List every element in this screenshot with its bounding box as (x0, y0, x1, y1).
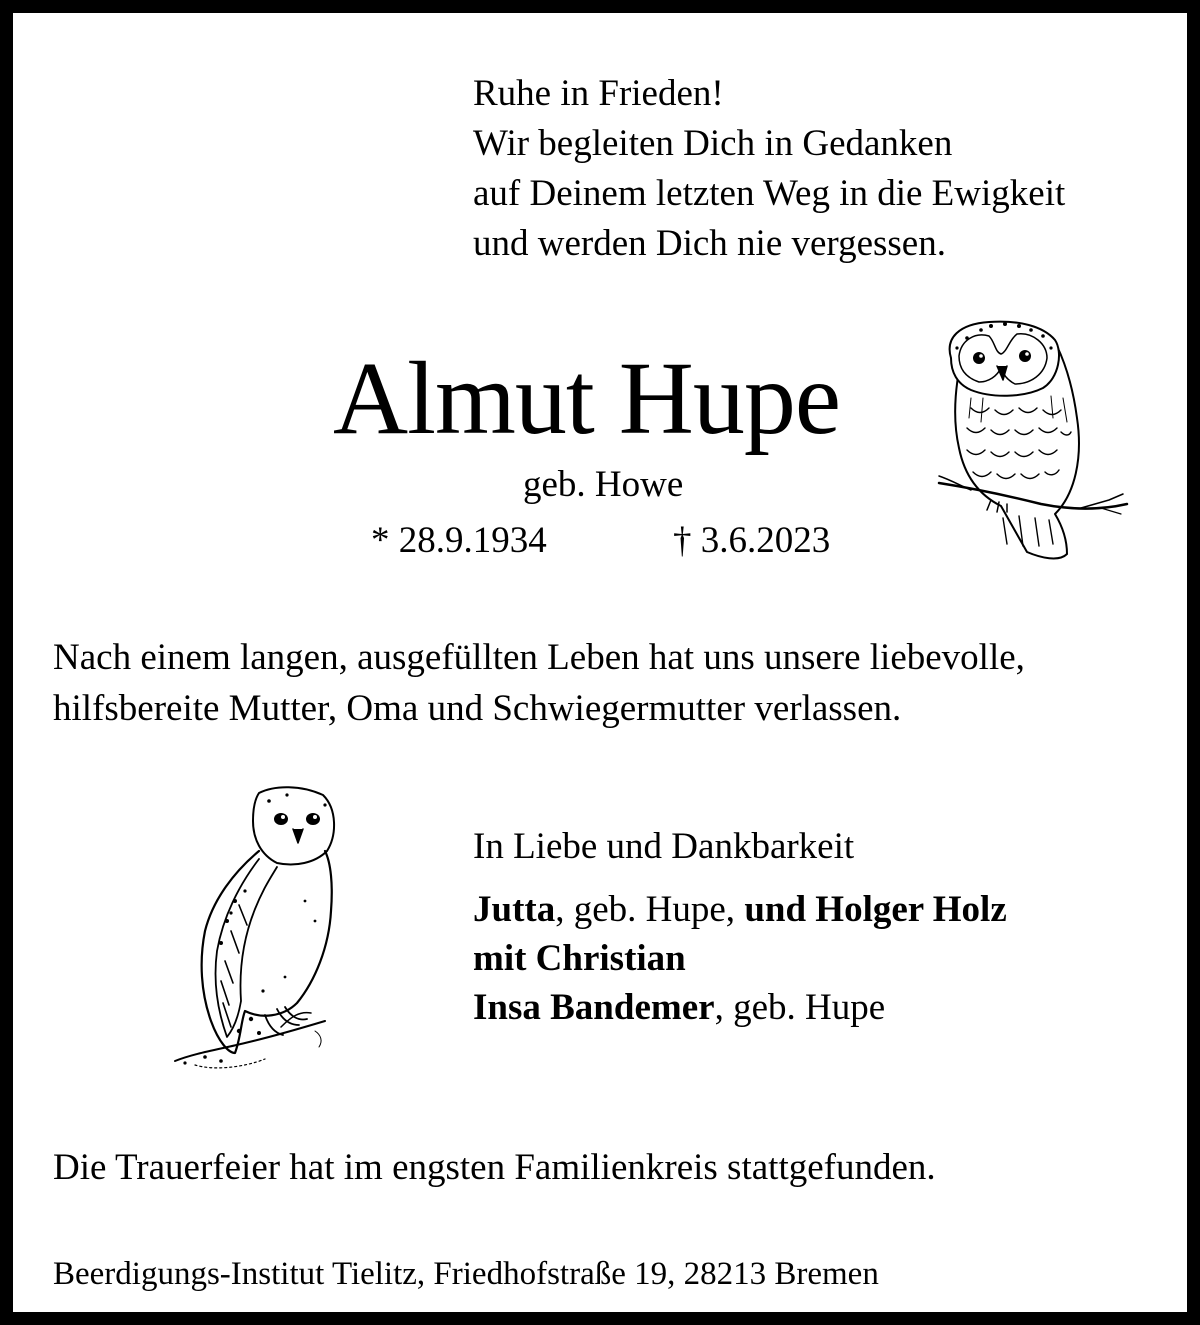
message-line: Nach einem langen, ausgefüllten Leben hat uns unsere liebevolle, (53, 637, 1025, 678)
maiden-name: geb. Howe (523, 464, 684, 505)
poem-line: Wir begleiten Dich in Gedanken (473, 123, 953, 164)
mourners-list (473, 885, 1007, 1032)
closing-phrase: In Liebe und Dankbarkeit (473, 826, 855, 867)
birth-date: * 28.9.1934 (371, 520, 547, 561)
mourner-name: und Holger Holz (744, 889, 1007, 930)
mourner-note: , geb. Hupe (714, 987, 886, 1028)
death-date: † 3.6.2023 (673, 520, 831, 561)
mourner-line: mit Christian (473, 938, 686, 979)
mourner-line (473, 983, 1007, 1032)
poem (473, 69, 1065, 269)
mourner-name: Jutta (473, 889, 556, 930)
mourner-line (473, 885, 1007, 934)
snowy-owl-icon (165, 781, 345, 1081)
poem-line: auf Deinem letzten Weg in die Ewigkeit (473, 173, 1066, 214)
poem-line: und werden Dich nie vergessen. (473, 223, 946, 264)
funeral-note: Die Trauerfeier hat im engsten Familienkreis stattgefunden. (53, 1147, 936, 1188)
poem-line: Ruhe in Frieden! (473, 73, 724, 114)
message (53, 632, 1025, 734)
deceased-name: Almut Hupe (333, 341, 841, 456)
owl-on-branch-icon (931, 318, 1131, 563)
message-line: hilfsbereite Mutter, Oma und Schwiegermutter verlassen. (53, 688, 902, 729)
funeral-institute: Beerdigungs-Institut Tielitz, Friedhofstraße 19, 28213 Bremen (53, 1256, 879, 1292)
mourner-name: Insa Bandemer (473, 987, 715, 1028)
mourner-note: , geb. Hupe, (555, 889, 745, 930)
